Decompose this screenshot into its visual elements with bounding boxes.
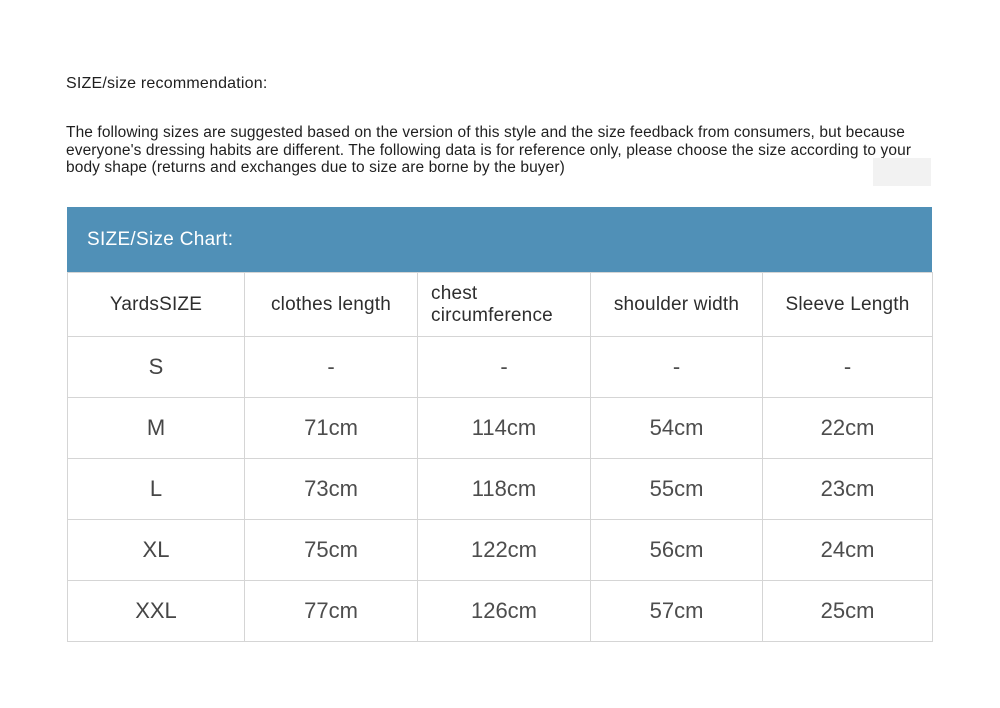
column-header-yards-size: YardsSIZE [68,273,245,337]
measurement-cell: 77cm [245,581,418,642]
size-recommendation-title: SIZE/size recommendation: [66,75,268,92]
measurement-cell: 122cm [418,520,591,581]
measurement-cell: - [245,337,418,398]
measurement-cell: 22cm [763,398,933,459]
measurement-cell: 57cm [591,581,763,642]
size-chart-banner-label: SIZE/Size Chart: [87,228,234,250]
table-row [68,337,933,398]
size-table-header-row [68,273,933,337]
watermark-artifact [873,158,931,186]
measurement-cell: 23cm [763,459,933,520]
measurement-cell: 56cm [591,520,763,581]
column-header-clothes-length: clothes length [245,273,418,337]
size-label-cell: XXL [68,581,245,642]
size-label-cell: XL [68,520,245,581]
measurement-cell: 55cm [591,459,763,520]
column-header-chest-circumference-label: chest circumference [431,282,553,326]
measurement-cell: 71cm [245,398,418,459]
size-chart-banner [67,207,932,272]
measurement-cell: 54cm [591,398,763,459]
table-row [68,398,933,459]
measurement-cell: - [763,337,933,398]
size-label-cell: S [68,337,245,398]
measurement-cell: 24cm [763,520,933,581]
measurement-cell: - [591,337,763,398]
measurement-cell: 114cm [418,398,591,459]
column-header-sleeve-length: Sleeve Length [763,273,933,337]
measurement-cell: - [418,337,591,398]
measurement-cell: 73cm [245,459,418,520]
size-label-cell: M [68,398,245,459]
measurement-cell: 126cm [418,581,591,642]
column-header-shoulder-width: shoulder width [591,273,763,337]
measurement-cell: 25cm [763,581,933,642]
size-chart-section [67,207,932,642]
size-recommendation-description: The following sizes are suggested based on the version of this style and the size feedback from consumers, but because everyone's dressing habits are different. The following data is for reference only, please choose the size according to your body shape (returns and exchanges due to size are borne by the buyer) [66,124,912,176]
size-label-cell: L [68,459,245,520]
measurement-cell: 75cm [245,520,418,581]
table-row [68,581,933,642]
size-table-body [68,337,933,642]
table-row [68,520,933,581]
measurement-cell: 118cm [418,459,591,520]
table-row [68,459,933,520]
column-header-chest-circumference [418,273,591,337]
size-table [67,272,933,642]
